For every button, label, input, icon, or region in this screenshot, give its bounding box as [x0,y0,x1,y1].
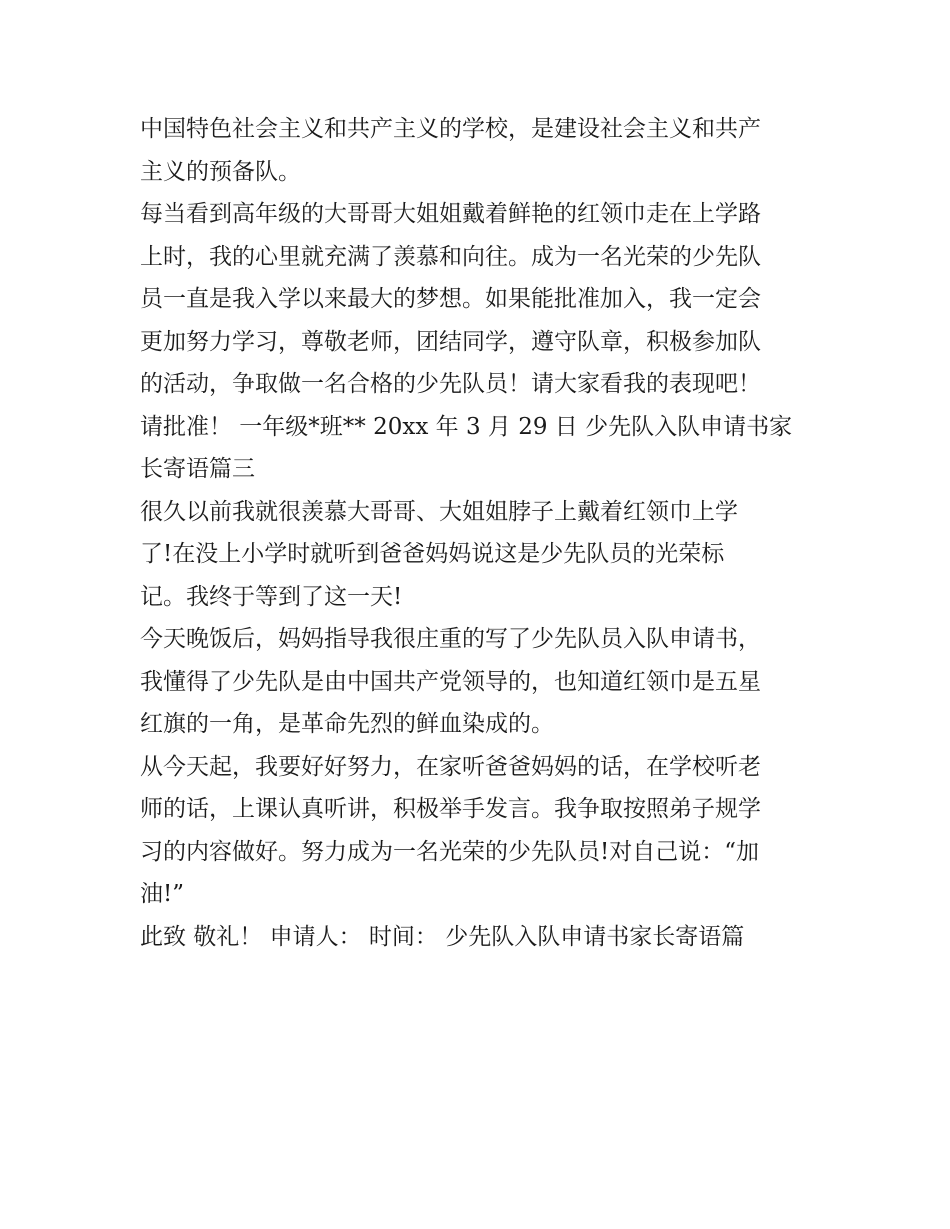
document-body [140,108,820,958]
text-line: 此致 敬礼！ 申请人： 时间： 少先队入队申请书家长寄语篇 [140,923,745,950]
text-line: 主义的预备队。 [140,158,301,185]
text-line: 每当看到高年级的大哥哥大姐姐戴着鲜艳的红领巾走在上学路 [140,201,761,227]
text-line: 员一直是我入学以来最大的梦想。如果能批准加入，我一定会 [140,286,761,312]
text-line: 习的内容做好。努力成为一名光荣的少先队员!对自己说：“加 [140,838,760,865]
text-line: 请批准！ 一年级*班** 20xx 年 3 月 29 日 少先队入队申请书家 [140,413,793,440]
text-line: 长寄语篇三 [140,456,255,482]
text-line: 了!在没上小学时就听到爸爸妈妈说这是少先队员的光荣标 [140,541,725,567]
text-line: 的活动，争取做一名合格的少先队员！请大家看我的表现吧！ [140,371,761,397]
text-line: 红旗的一角，是革命先烈的鲜血染成的。 [140,711,554,737]
text-line: 我懂得了少先队是由中国共产党领导的，也知道红领巾是五星 [140,668,761,695]
text-line: 很久以前我就很羡慕大哥哥、大姐姐脖子上戴着红领巾上学 [140,498,738,525]
text-line: 记。我终于等到了这一天! [140,583,403,610]
text-line: 师的话，上课认真听讲，积极举手发言。我争取按照弟子规学 [140,796,761,822]
text-line: 今天晚饭后，妈妈指导我很庄重的写了少先队员入队申请书， [140,626,761,652]
text-line: 从今天起，我要好好努力，在家听爸爸妈妈的话，在学校听老 [140,753,761,780]
text-line: 油!” [140,881,185,907]
text-line: 上时，我的心里就充满了羡慕和向往。成为一名光荣的少先队 [140,243,761,270]
text-line: 中国特色社会主义和共产主义的学校，是建设社会主义和共产 [140,116,761,142]
text-line: 更加努力学习，尊敬老师，团结同学，遵守队章，积极参加队 [140,328,761,355]
